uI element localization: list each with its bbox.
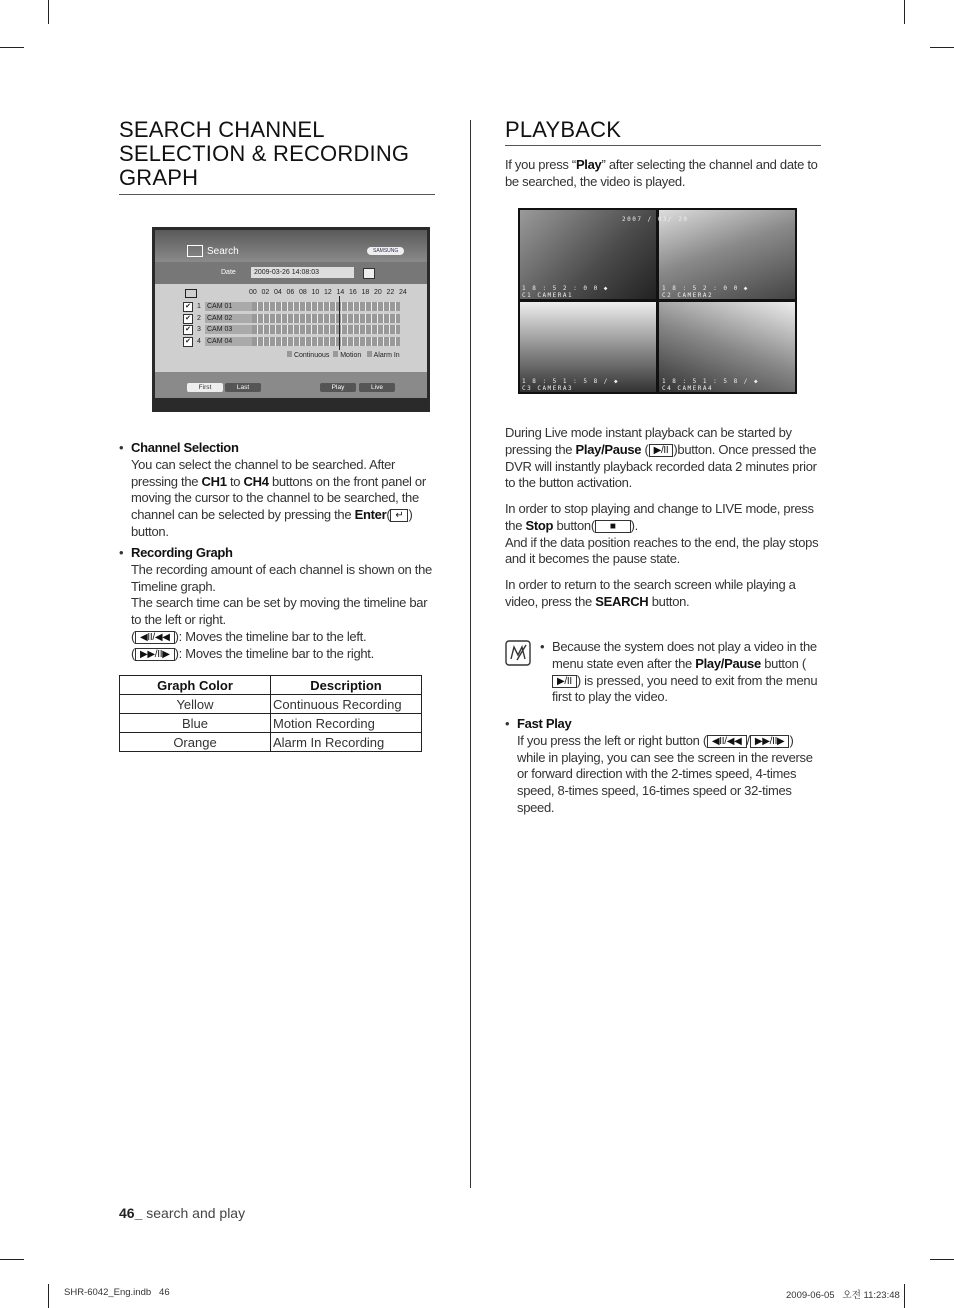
hour-label: 08 bbox=[299, 289, 307, 296]
search-return-text: In order to return to the search screen while playing a video, press the SEARCH button. bbox=[505, 577, 796, 609]
timeline-bar bbox=[252, 325, 400, 334]
channel-name: CAM 03 bbox=[205, 325, 252, 334]
table-row: Orange Alarm In Recording bbox=[120, 733, 422, 752]
stop-icon: ■ bbox=[595, 520, 631, 533]
hour-label: 00 bbox=[249, 289, 257, 296]
play-pause-icon: ▶/II bbox=[552, 675, 577, 688]
channel-checkbox[interactable]: ✔ bbox=[183, 325, 193, 335]
channel-checkbox[interactable]: ✔ bbox=[183, 314, 193, 324]
hour-label: 14 bbox=[336, 289, 345, 296]
column-divider bbox=[470, 120, 471, 1188]
graph-color-table: Graph Color Description Yellow Continuous Recording Blue Motion Recording Orange Alarm In Recording bbox=[119, 675, 422, 752]
stop-text: In order to stop playing and change to LIVE mode, press the Stop button( ■ ). And if the data position reaches to the end, the play stops and it becomes the pause state. bbox=[505, 501, 819, 567]
channel-name: CAM 01 bbox=[205, 302, 252, 311]
channel-number: 2 bbox=[197, 314, 201, 322]
camera-icon bbox=[185, 289, 197, 298]
note-icon bbox=[505, 640, 531, 666]
title-rule bbox=[505, 145, 821, 146]
search-screen-image: Search SAMSUNG Date 2009-03-26 14:08:03 00 02 04 06 08 10 12 14 16 18 20 22 24 ✔ 1 CAM 01 ✔ 2 CAM 02 ✔ 3 CAM 03 ✔ 4 CAM 04 Continuous Motion Alarm In First Last Play Live bbox=[152, 227, 430, 412]
hour-label: 18 bbox=[361, 289, 370, 296]
page-footer: 46_ search and play bbox=[119, 1205, 246, 1221]
hour-label: 22 bbox=[386, 289, 395, 296]
overlay-date: 2007 / 03/ 20 bbox=[622, 216, 689, 223]
channel-name: CAM 04 bbox=[205, 337, 252, 346]
date-field: 2009-03-26 14:08:03 bbox=[251, 267, 354, 278]
calendar-icon bbox=[363, 268, 375, 279]
rewind-icon: ◀II/◀◀ bbox=[135, 631, 175, 644]
timeline-bar bbox=[252, 314, 400, 323]
playback-screen-image: 2007 / 03/ 20 1 8 : 5 2 : 0 0 ◆ C1 CAMERA1 1 8 : 5 2 : 0 0 ◆ C2 CAMERA2 1 8 : 5 1 : 5 8 / ◆ C3 CAMERA3 1 8 : 5 1 : 5 8 / ◆ C4 CAMERA4 bbox=[518, 208, 797, 394]
channel-number: 3 bbox=[197, 326, 201, 333]
channel-number: 1 bbox=[197, 303, 201, 310]
hour-label: 06 bbox=[286, 289, 295, 296]
live-playback-text: During Live mode instant playback can be started by pressing the Play/Pause ( ▶/II )button. Once pressed the DVR will instantly playback recorded data 2 minutes prior to the button activation. bbox=[505, 425, 817, 491]
fast-forward-icon: ▶▶/II▶ bbox=[750, 735, 790, 748]
channel-checkbox[interactable]: ✔ bbox=[183, 302, 193, 312]
timeline-bar bbox=[252, 302, 400, 311]
hour-label: 24 bbox=[399, 289, 407, 296]
intro-text: If you press “Play” after selecting the channel and date to be searched, the video is played. bbox=[505, 157, 818, 189]
hour-label: 20 bbox=[374, 289, 382, 296]
channel-checkbox[interactable]: ✔ bbox=[183, 337, 193, 347]
timeline-bar bbox=[252, 337, 400, 346]
hour-label: 12 bbox=[324, 289, 332, 296]
first-button[interactable]: First bbox=[187, 383, 223, 392]
print-stamp: 2009-06-05 오전 11:23:48 bbox=[786, 1290, 900, 1301]
hour-label: 16 bbox=[349, 289, 357, 296]
fast-forward-icon: ▶▶/II▶ bbox=[135, 648, 175, 661]
playback-title: PLAYBACK bbox=[505, 117, 622, 142]
title-rule bbox=[119, 194, 435, 195]
last-button[interactable]: Last bbox=[225, 383, 261, 392]
page-number: 46_ bbox=[119, 1205, 143, 1221]
rewind-icon: ◀II/◀◀ bbox=[707, 735, 747, 748]
search-icon bbox=[187, 245, 203, 257]
screen-header: Search bbox=[207, 246, 239, 257]
section-title: SEARCH CHANNEL SELECTION & RECORDING GRAPH bbox=[119, 117, 410, 190]
hour-label: 02 bbox=[261, 289, 270, 296]
enter-icon: ↵ bbox=[390, 509, 408, 522]
hour-label: 10 bbox=[311, 289, 320, 296]
live-button[interactable]: Live bbox=[359, 383, 395, 392]
file-info: SHR-6042_Eng.indb 46 bbox=[64, 1287, 170, 1298]
channel-name: CAM 02 bbox=[205, 314, 252, 323]
timeline-cursor[interactable] bbox=[339, 296, 340, 350]
channel-number: 4 bbox=[197, 337, 201, 345]
play-button[interactable]: Play bbox=[320, 383, 356, 392]
hour-label: 04 bbox=[274, 289, 282, 296]
samsung-logo: SAMSUNG bbox=[367, 247, 404, 255]
play-pause-icon: ▶/II bbox=[649, 444, 674, 457]
table-row: Yellow Continuous Recording bbox=[120, 695, 422, 714]
table-row: Blue Motion Recording bbox=[120, 714, 422, 733]
